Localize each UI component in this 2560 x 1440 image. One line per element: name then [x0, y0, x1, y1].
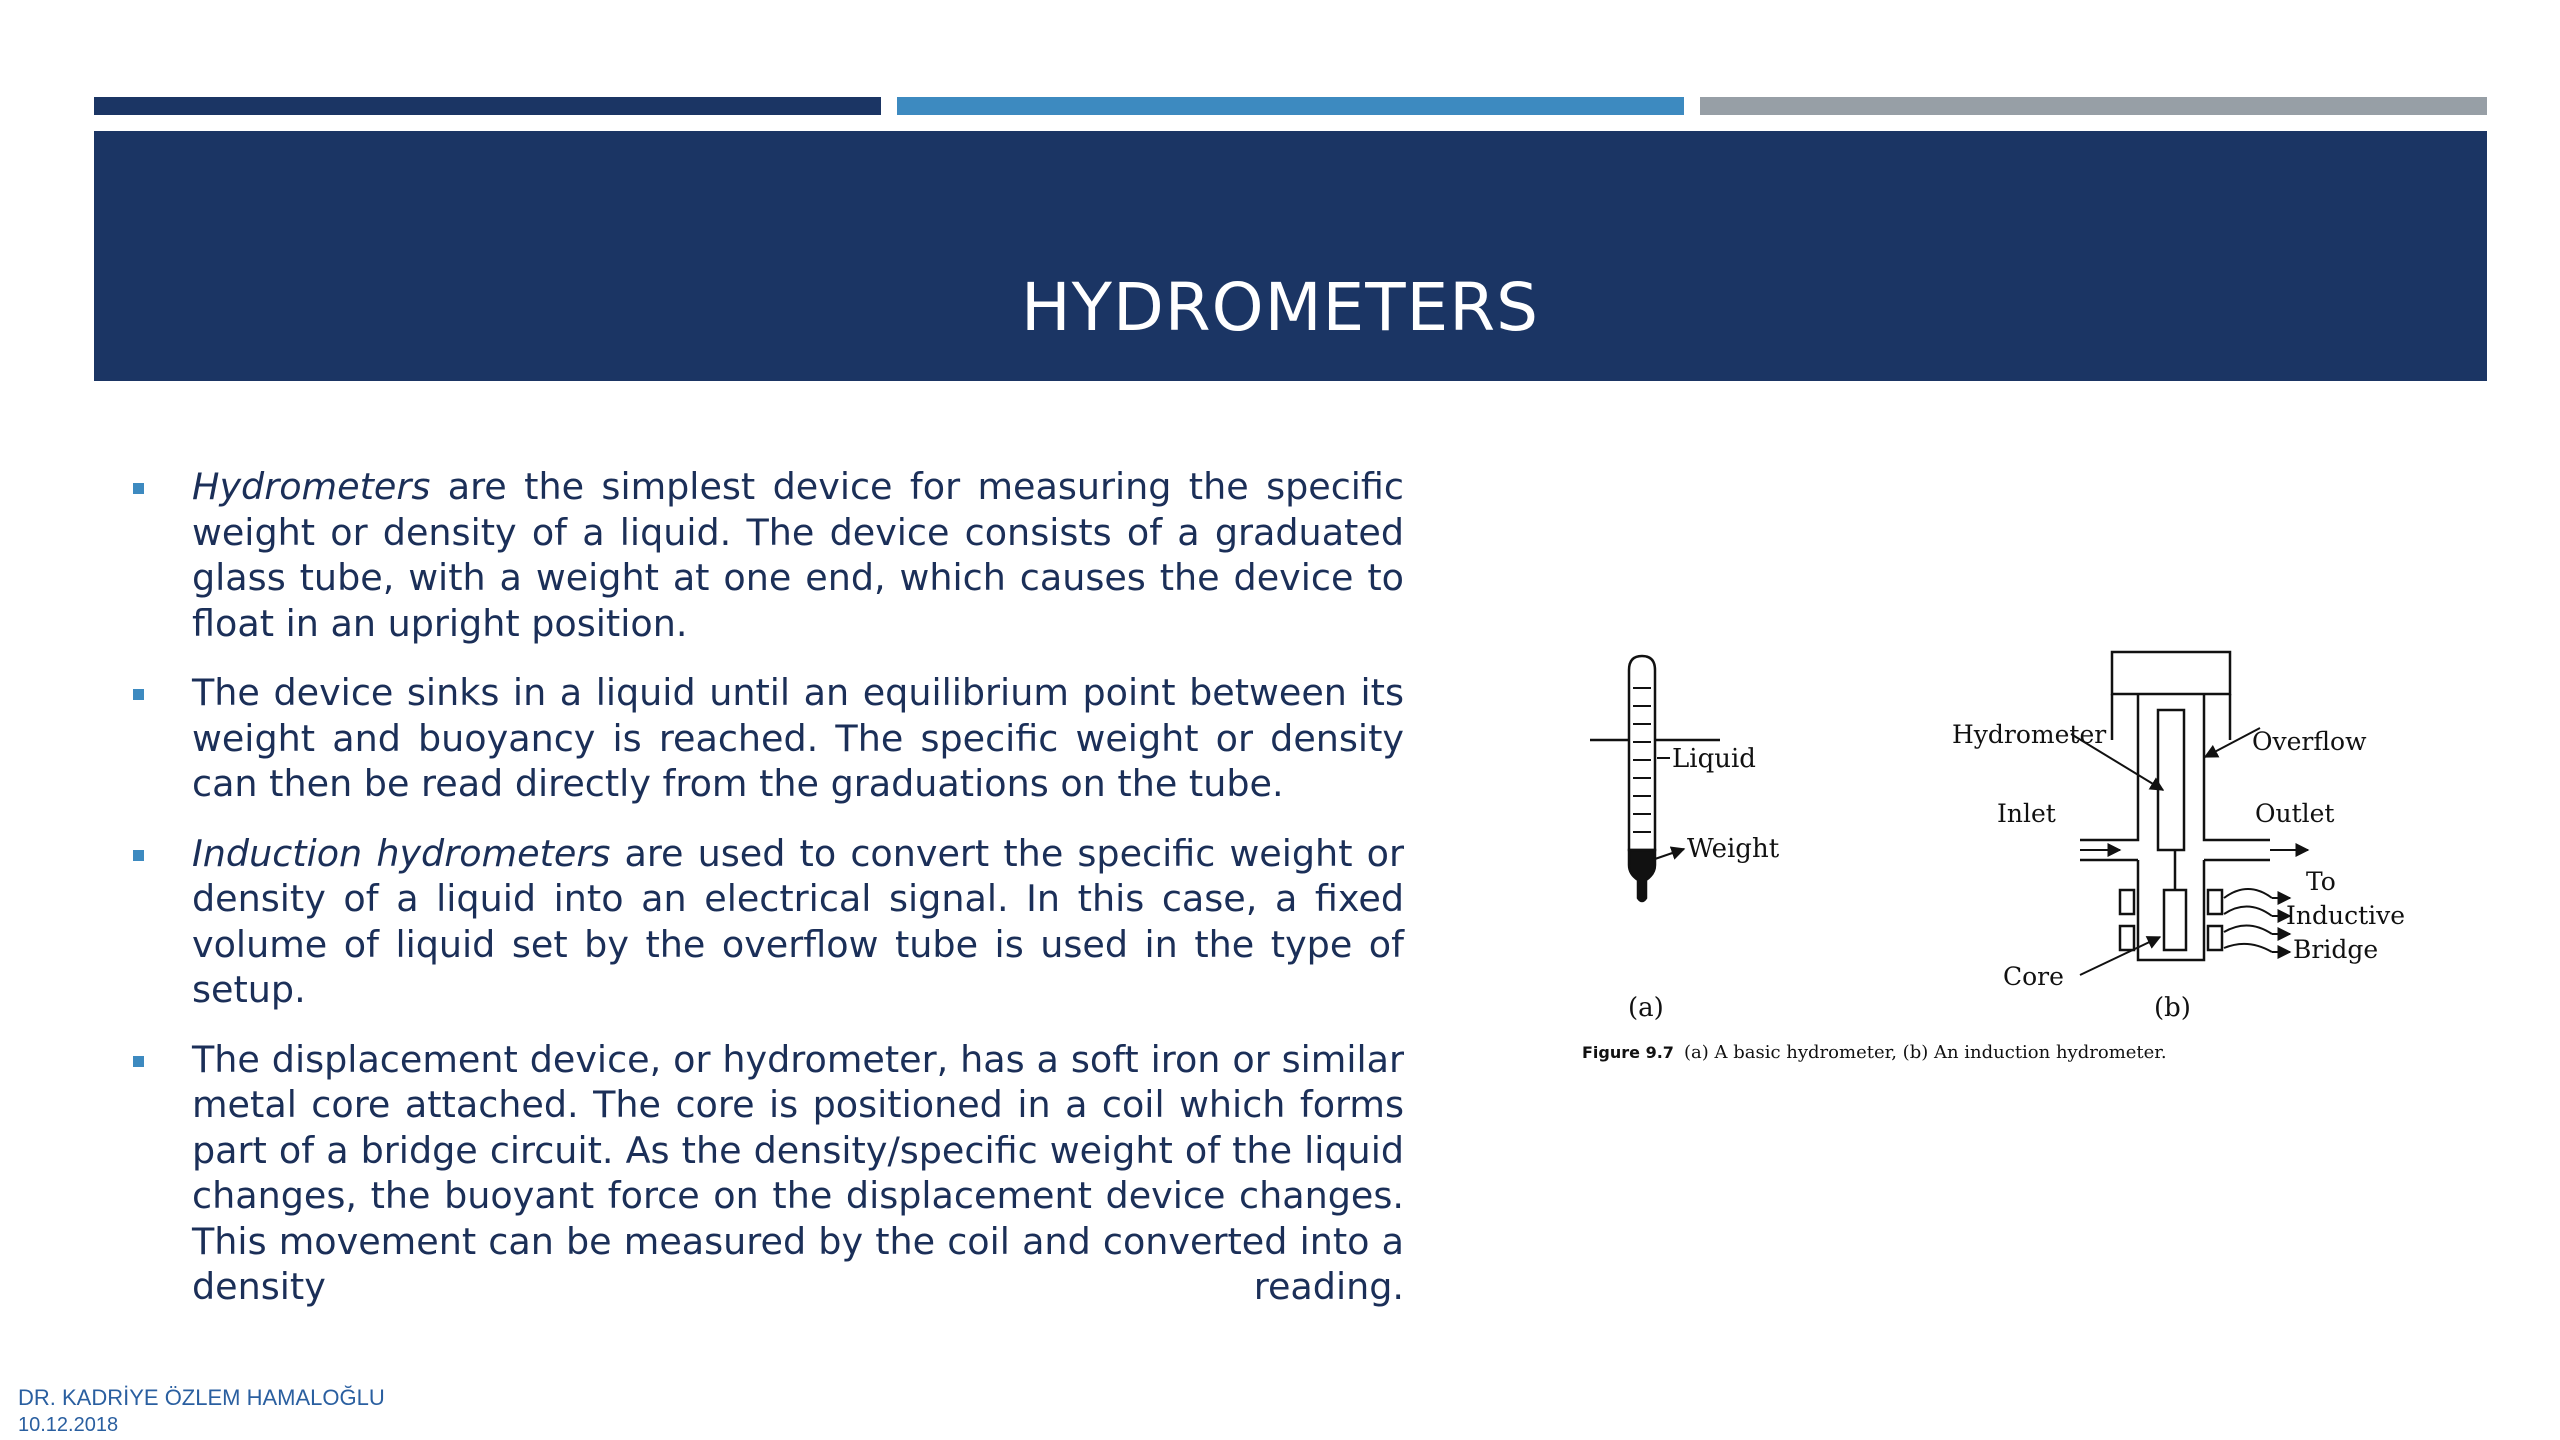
bullet-item [128, 831, 1404, 1013]
hydrometer-weight [1629, 850, 1655, 901]
coil-right-top [2208, 890, 2222, 914]
basic-hydrometer [1590, 656, 1720, 901]
coil-left-bottom [2120, 926, 2134, 950]
coil-left-top [2120, 890, 2134, 914]
hydrometer-figure [1580, 640, 2420, 1070]
panel-a-label: (a) [1628, 993, 1664, 1023]
weight-leader [1652, 849, 1684, 860]
bullet-item [128, 670, 1404, 807]
overflow-chamber [2112, 652, 2230, 694]
iron-core [2164, 890, 2186, 950]
bullet-marker [133, 689, 144, 700]
bullet-marker [133, 483, 144, 494]
weight-label: Weight [1687, 834, 1780, 864]
bullet-item [128, 464, 1404, 646]
bridge-label: Bridge [2293, 935, 2379, 964]
figure-caption-number: Figure 9.7 [1582, 1043, 1674, 1062]
footer-date: 10.12.2018 [18, 1414, 119, 1436]
bullet-text: The displacement device, or hydrometer, has a soft iron or similar metal core attached. The core is positioned in a coil which forms part of a bridge circuit. As the density/specific weight of the liquid changes, the buoyant force on the displacement device changes. This movement can be measured by the coil and converted into a density reading. [192, 1037, 1404, 1308]
liquid-label: Liquid [1672, 744, 1756, 774]
bullet-lead-italic: Hydrometers [192, 465, 431, 508]
bullet-text: are the simplest device for measuring the specific weight or density of a liquid. The device consists of a graduated glass tube, with a weight at one end, which causes the device to float in an upright position. [192, 465, 1404, 645]
hydrometer-diagram [1580, 640, 2420, 1070]
coil-right-bottom [2208, 926, 2222, 950]
slide-title: HYDROMETERS [1021, 269, 1539, 346]
bullet-lead-italic: Induction hydrometers [192, 831, 611, 875]
inductive-label: Inductive [2286, 901, 2406, 930]
accent-bar-navy [94, 97, 881, 115]
bullet-item [128, 1037, 1404, 1310]
core-label: Core [2003, 962, 2064, 991]
figure-caption-text: (a) A basic hydrometer, (b) An induction hydrometer. [1684, 1042, 2167, 1063]
outlet-label: Outlet [2255, 799, 2335, 828]
bullet-text: The device sinks in a liquid until an equilibrium point between its weight and buoyancy is reached. The specific weight or density can then be read directly from the graduations on the tube. [192, 671, 1404, 805]
hydrometer-label: Hydrometer [1952, 720, 2107, 749]
to-label: To [2306, 867, 2336, 896]
bullet-list [128, 464, 1404, 1334]
hydrometer-tube [1629, 656, 1655, 850]
panel-b-label: (b) [2154, 993, 2191, 1023]
float-tube [2158, 710, 2184, 850]
outer-housing [2138, 860, 2204, 960]
bullet-marker [133, 1056, 144, 1067]
bullet-text: are used to convert the specific weight or density of a liquid into an electrical signal. In this case, a fixed volume of liquid set by the overflow tube is used in the type of setup. [192, 831, 1404, 1011]
bullet-marker [133, 850, 144, 861]
accent-bar-gray [1700, 97, 2487, 115]
slide-footer [18, 1384, 385, 1438]
footer-author: DR. KADRİYE ÖZLEM HAMALOĞLU [18, 1385, 385, 1410]
overflow-label: Overflow [2252, 727, 2367, 756]
accent-bar-blue [897, 97, 1684, 115]
inlet-label: Inlet [1997, 799, 2056, 828]
